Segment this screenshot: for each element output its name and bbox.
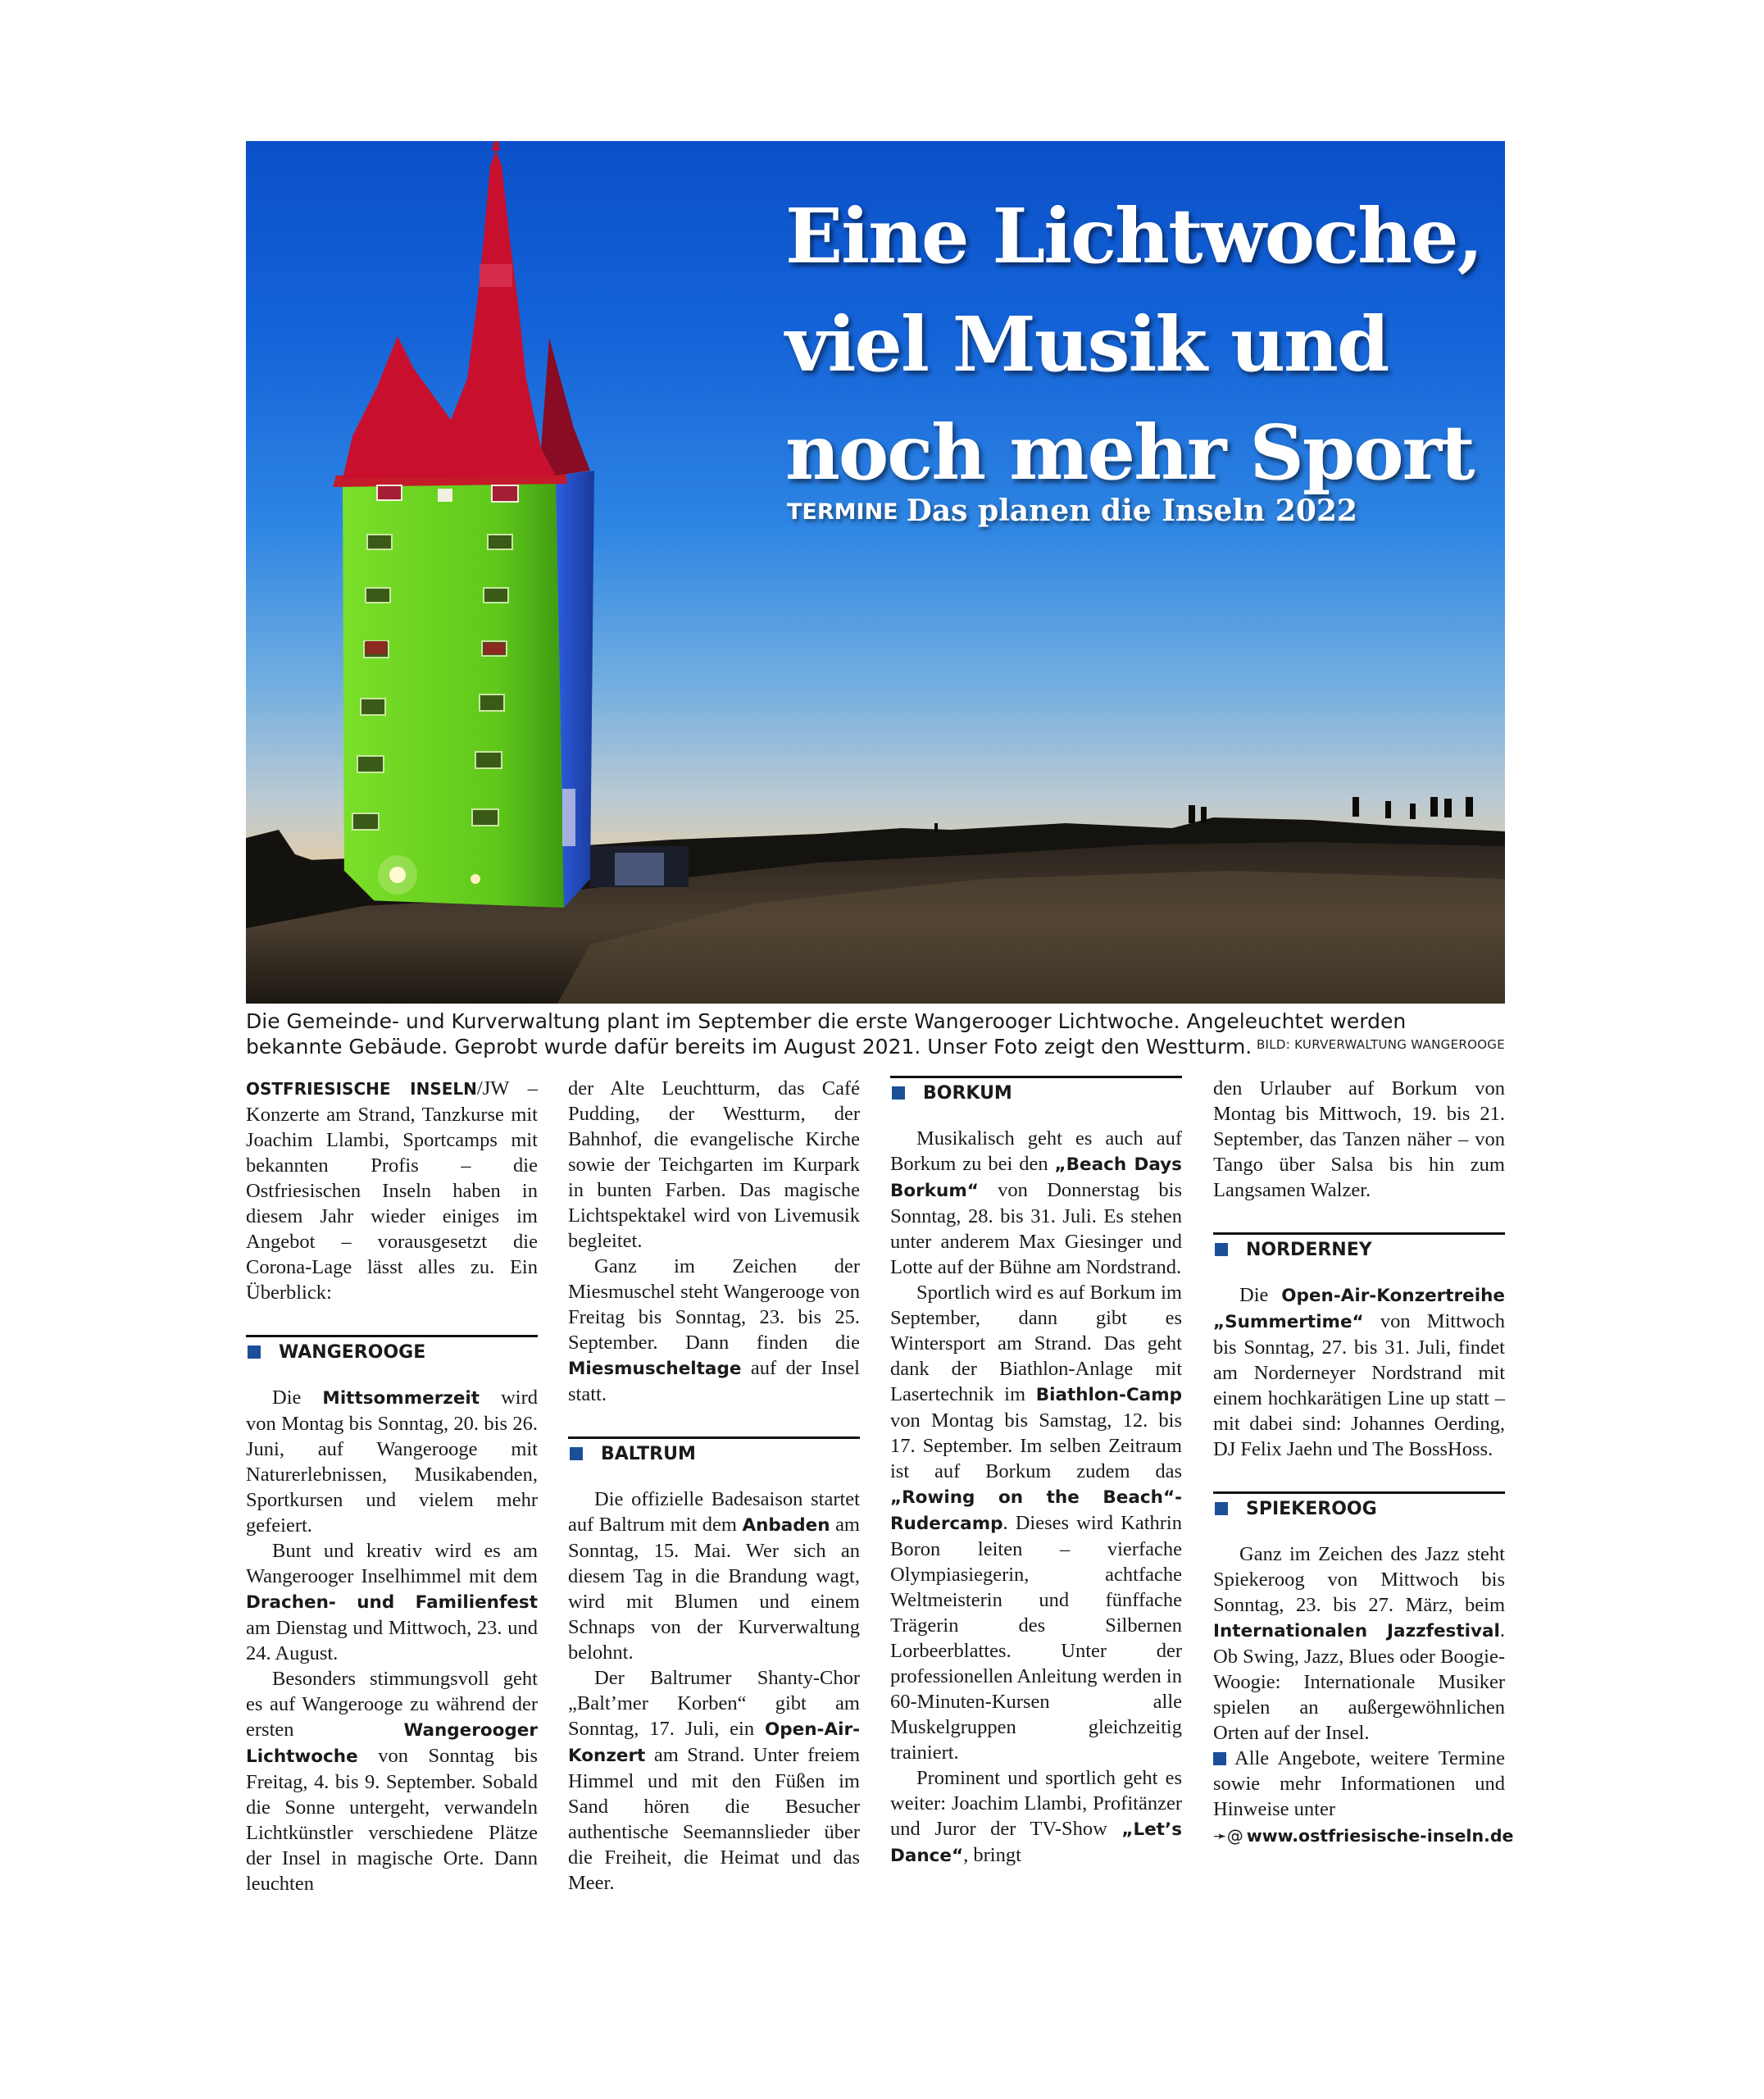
norderney-paragraph-1: Die Open-Air-Konzertreihe „Summertime“ von Mittwoch bis Sonntag, 27. bis 31. Juli, findet am Norderneyer Nordstrand mit einem hochkarätigen Line up statt – mit dabei sind: Johannes Oerding, DJ Felix Jaehn und The BossHoss. bbox=[1213, 1284, 1505, 1460]
website-url[interactable]: www.ostfriesische-inseln.de bbox=[1246, 1826, 1514, 1846]
wangerooge-paragraph-2: Bunt und kreativ wird es am Wangerooger Inselhimmel mit dem Drachen- und Familienfest am Dienstag und Mittwoch, 23. und 24. August. bbox=[246, 1540, 538, 1664]
link-arrow-icon: ➛@ bbox=[1213, 1826, 1243, 1846]
article bbox=[246, 141, 1514, 1895]
intro-text: – Konzerte am Strand, Tanzkurse mit Joachim Llambi, Sportcamps mit bekannten Profis – die Ostfriesischen Inseln haben in diesem Jahr wieder einiges im Angebot – vorausgesetzt die Corona-Lage lässt alles zu. Ein Überblick: bbox=[246, 1077, 539, 1304]
wangerooge-paragraph-1: Die Mittsommerzeit wird von Montag bis Sonntag, 20. bis 26. Juni, auf Wangerooge mit Naturerlebnissen, Musikabenden, Sportkursen und vielem mehr gefeiert. bbox=[246, 1386, 538, 1537]
info-marker-icon bbox=[1213, 1752, 1226, 1765]
website-link[interactable] bbox=[1213, 1824, 1514, 1849]
event-biathlon-camp: Biathlon-Camp bbox=[1035, 1385, 1182, 1405]
caption-text: Die Gemeinde- und Kurverwaltung plant im September die erste Wangerooger Lichtwoche. Angeleuchtet werden bekannte Gebäude. Geprobt wurde dafür bereits im August 2021. Unser Foto zeigt den Westturm. bbox=[246, 1009, 1407, 1059]
borkum-paragraph-2: Sportlich wird es auf Borkum im September, dann gibt es Wintersport am Strand. Das geht dank der Biathlon-Anlage mit Lasertechnik im Biathlon-Camp von Montag bis Samstag, 12. bis 17. September. Im selben Zeitraum ist auf Borkum zudem das „Rowing on the Beach“-Rudercamp. Dieses wird Kathrin Boron leiten – vierfache Olympiasiegerin, achtfache Weltmeisterin und fünffache Trägerin des Silbernen Lorbeerblattes. Unter der professionellen Anleitung werden in 60-Minuten-Kursen alle Muskelgruppen gleichzeitig trainiert. bbox=[890, 1282, 1182, 1764]
section-marker-icon bbox=[248, 1345, 261, 1359]
borkum-paragraph-1: Musikalisch geht es auch auf Borkum zu bei den „Beach Days Borkum“ von Donnerstag bis Sonntag, 28. bis 31. Juli. Es stehen unter anderem Max Giesinger und Lotte auf der Bühne am Nordstrand. bbox=[890, 1127, 1182, 1278]
event-drachenfest: Drachen- und Familienfest bbox=[246, 1592, 538, 1613]
event-anbaden: Anbaden bbox=[742, 1515, 830, 1536]
info-paragraph: Alle Angebote, weitere Termine sowie mehr Informationen und Hinweise unter bbox=[1213, 1747, 1505, 1820]
section-marker-icon bbox=[892, 1086, 905, 1100]
author-tag: /JW bbox=[476, 1077, 509, 1100]
wangerooge-paragraph-4: Ganz im Zeichen der Miesmuschel steht Wangerooge von Freitag bis Sonntag, 23. bis 25. September. Dann finden die Miesmuscheltage auf der Insel statt. bbox=[568, 1255, 860, 1405]
headline bbox=[785, 182, 1490, 507]
wangerooge-paragraph-3-start: Besonders stimmungsvoll geht es auf Wangerooge zu während der ersten Wangerooger Lichtwoche von Sonntag bis Freitag, 4. bis 9. September. Sobald die Sonne untergeht, verwandeln Lichtkünstler verschiedene Plätze der Insel in magische Orte. Dann leuchten bbox=[246, 1668, 538, 1895]
section-header-norderney: NORDERNEY bbox=[1213, 1232, 1505, 1264]
column-2 bbox=[568, 1076, 860, 1896]
borkum-paragraph-3-cont: den Urlauber auf Borkum von Montag bis Mittwoch, 19. bis 21. September, das Tanzen näher – von Tango über Salsa bis hin zum Langsamen Walzer. bbox=[1213, 1077, 1505, 1201]
section-header-spiekeroog: SPIEKEROOG bbox=[1213, 1491, 1505, 1523]
section-marker-icon bbox=[1215, 1502, 1228, 1515]
event-beach-days: „Beach Days Borkum“ bbox=[890, 1154, 1182, 1201]
photo-caption bbox=[246, 1009, 1505, 1059]
wangerooge-paragraph-3-cont: der Alte Leuchtturm, das Café Pudding, der Westturm, der Bahnhof, die evangelische Kirche sowie der Teichgarten im Kurpark in bunten Farben. Das magische Lichtspektakel wird von Livemusik begleitet. bbox=[568, 1077, 860, 1252]
event-summertime: Open-Air-Konzertreihe „Summertime“ bbox=[1213, 1286, 1505, 1332]
baltrum-paragraph-2: Der Baltrumer Shanty-Chor „Balt’mer Korben“ gibt am Sonntag, 17. Juli, ein Open-Air-Konzert am Strand. Unter freiem Himmel und mit den Füßen im Sand hören die Besucher authentische Seemannslieder über die Freiheit, die Heimat und das Meer. bbox=[568, 1667, 860, 1894]
column-3 bbox=[890, 1076, 1182, 1869]
event-mittsommerzeit: Mittsommerzeit bbox=[322, 1388, 480, 1409]
section-marker-icon bbox=[1215, 1243, 1228, 1256]
hero-photo bbox=[246, 141, 1505, 1004]
event-miesmuscheltage: Miesmuscheltage bbox=[568, 1359, 742, 1379]
event-rowing-on-the-beach: „Rowing on the Beach“-Rudercamp bbox=[890, 1487, 1182, 1534]
dateline: OSTFRIESISCHE INSELN bbox=[246, 1079, 477, 1099]
section-header-wangerooge: WANGEROOGE bbox=[246, 1335, 538, 1367]
intro-paragraph bbox=[246, 1076, 538, 1305]
photo-credit: BILD: KURVERWALTUNG WANGEROOGE bbox=[1256, 1037, 1505, 1052]
kicker-text: Das planen die Inseln 2022 bbox=[906, 494, 1357, 528]
headline-line-1: Eine Lichtwoche, bbox=[785, 192, 1482, 280]
section-header-borkum: BORKUM bbox=[890, 1076, 1182, 1108]
baltrum-paragraph-1: Die offizielle Badesaison startet auf Baltrum mit dem Anbaden am Sonntag, 15. Mai. Wer sich an diesem Tag in die Brandung wagt, wird mit Blumen und einem Schnaps von der Kurverwaltung belohnt. bbox=[568, 1488, 860, 1664]
event-open-air-konzert: Open-Air-Konzert bbox=[568, 1719, 860, 1766]
subheadline bbox=[787, 494, 1357, 528]
section-marker-icon bbox=[570, 1447, 583, 1460]
column-1 bbox=[246, 1076, 538, 1896]
event-lets-dance: „Let’s Dance“ bbox=[890, 1819, 1182, 1866]
event-jazzfestival: Internationalen Jazzfestival bbox=[1213, 1621, 1500, 1641]
headline-line-3: noch mehr Sport bbox=[785, 408, 1474, 497]
column-4 bbox=[1213, 1076, 1514, 1849]
section-header-baltrum: BALTRUM bbox=[568, 1437, 860, 1468]
borkum-paragraph-3-start: Prominent und sportlich geht es weiter: Joachim Llambi, Profitänzer und Juror der TV-Show „Let’s Dance“, bringt bbox=[890, 1767, 1182, 1866]
kicker-tag: TERMINE bbox=[787, 499, 898, 525]
spiekeroog-paragraph-1: Ganz im Zeichen des Jazz steht Spiekeroog von Mittwoch bis Sonntag, 23. bis 27. März, beim Internationalen Jazzfestival. Ob Swing, Jazz, Blues oder Boogie-Woogie: Internationale Musiker spielen an außergewöhnlichen Orten auf der Insel. bbox=[1213, 1543, 1505, 1744]
event-lichtwoche: Wangerooger Lichtwoche bbox=[246, 1720, 538, 1767]
headline-line-2: viel Musik und bbox=[785, 300, 1389, 389]
